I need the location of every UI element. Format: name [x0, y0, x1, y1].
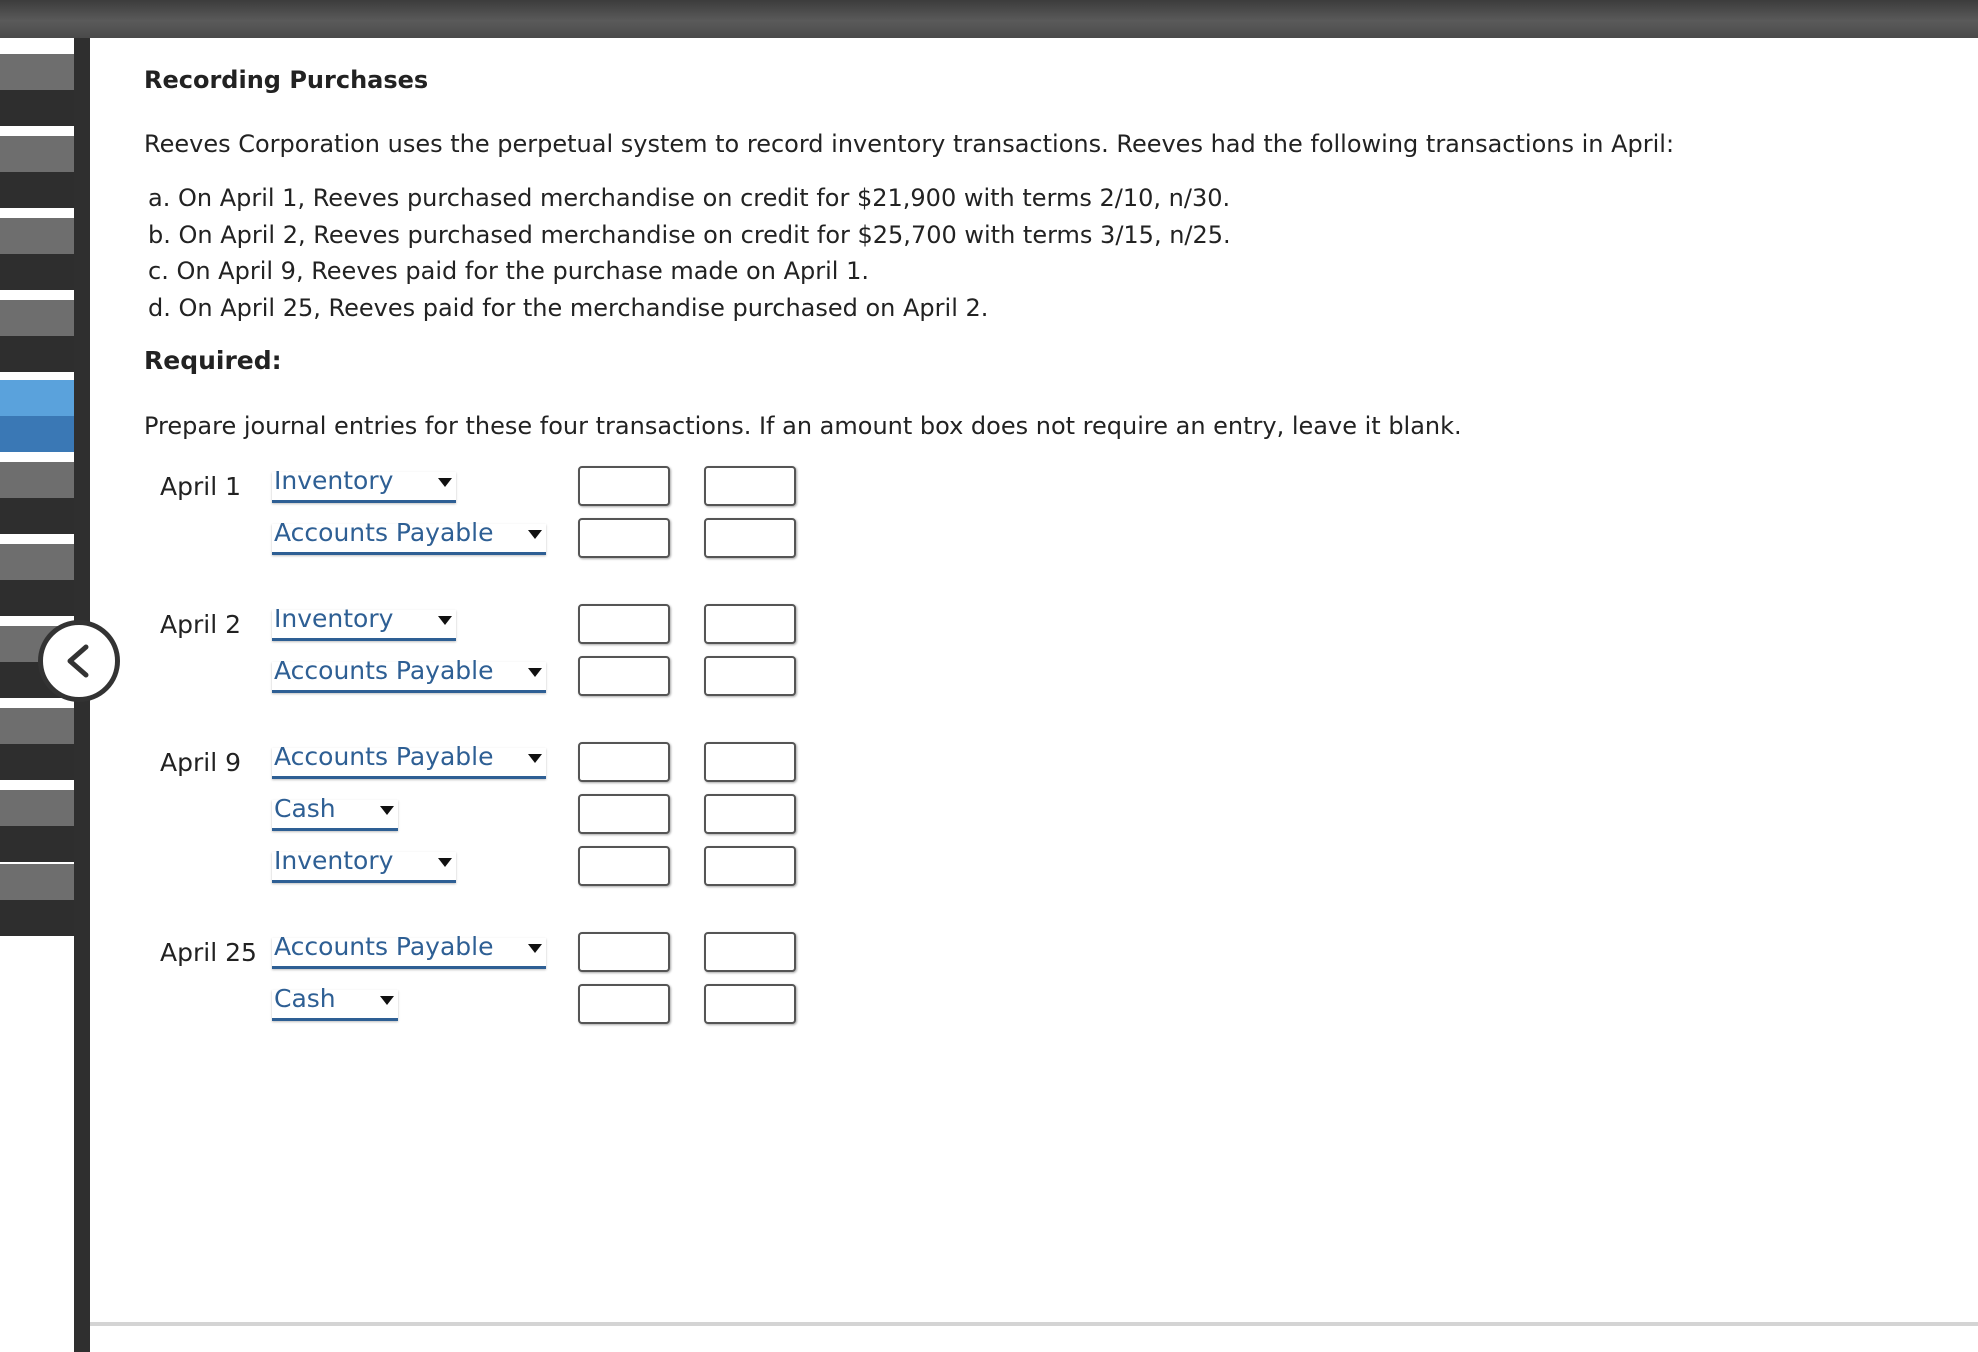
entry-date: April 2	[160, 610, 241, 639]
caret-down-icon	[380, 806, 394, 815]
back-button[interactable]	[38, 620, 120, 702]
account-select[interactable]	[272, 604, 456, 641]
account-select-value: Inventory	[274, 466, 394, 495]
chevron-left-icon	[59, 641, 99, 681]
account-select[interactable]	[272, 518, 546, 555]
account-select[interactable]	[272, 932, 546, 969]
credit-input[interactable]	[704, 518, 796, 558]
question-tab-4[interactable]	[0, 300, 74, 372]
page-title: Recording Purchases	[144, 66, 429, 94]
credit-input[interactable]	[704, 742, 796, 782]
instructions-text: Prepare journal entries for these four transactions. If an amount box does not require an entry, leave it blank.	[144, 412, 1462, 440]
caret-down-icon	[528, 530, 542, 539]
credit-input[interactable]	[704, 656, 796, 696]
required-heading: Required:	[144, 346, 282, 375]
transaction-list	[148, 180, 1231, 326]
transaction-item: b. On April 2, Reeves purchased merchandise on credit for $25,700 with terms 3/15, n/25.	[148, 220, 1231, 249]
entry-date: April 1	[160, 472, 241, 501]
account-select[interactable]	[272, 466, 456, 503]
debit-input[interactable]	[578, 932, 670, 972]
account-select-value: Accounts Payable	[274, 518, 494, 547]
transaction-item: d. On April 25, Reeves paid for the merchandise purchased on April 2.	[148, 293, 989, 322]
debit-input[interactable]	[578, 984, 670, 1024]
caret-down-icon	[528, 754, 542, 763]
credit-input[interactable]	[704, 604, 796, 644]
entry-date: April 25	[160, 938, 257, 967]
account-select[interactable]	[272, 794, 398, 831]
caret-down-icon	[438, 478, 452, 487]
question-tab-3[interactable]	[0, 218, 74, 290]
transaction-item: a. On April 1, Reeves purchased merchandise on credit for $21,900 with terms 2/10, n/30.	[148, 184, 1231, 212]
account-select[interactable]	[272, 846, 456, 883]
debit-input[interactable]	[578, 518, 670, 558]
debit-input[interactable]	[578, 466, 670, 506]
caret-down-icon	[438, 616, 452, 625]
question-tab-6[interactable]	[0, 462, 74, 534]
question-tab-10[interactable]	[0, 790, 74, 862]
credit-input[interactable]	[704, 846, 796, 886]
credit-input[interactable]	[704, 932, 796, 972]
credit-input[interactable]	[704, 984, 796, 1024]
credit-input[interactable]	[704, 466, 796, 506]
account-select[interactable]	[272, 742, 546, 779]
transaction-item: c. On April 9, Reeves paid for the purchase made on April 1.	[148, 257, 869, 285]
debit-input[interactable]	[578, 794, 670, 834]
caret-down-icon	[438, 858, 452, 867]
account-select[interactable]	[272, 984, 398, 1021]
debit-input[interactable]	[578, 656, 670, 696]
intro-text: Reeves Corporation uses the perpetual system to record inventory transactions. Reeves had the following transactions in April:	[144, 130, 1675, 158]
debit-input[interactable]	[578, 604, 670, 644]
credit-input[interactable]	[704, 794, 796, 834]
entry-date: April 9	[160, 748, 241, 777]
bottom-divider	[90, 1322, 1978, 1326]
account-select-value: Accounts Payable	[274, 932, 494, 961]
question-tab-7[interactable]	[0, 544, 74, 616]
account-select-value: Inventory	[274, 604, 394, 633]
caret-down-icon	[528, 668, 542, 677]
question-tab-1[interactable]	[0, 54, 74, 126]
question-tab-9[interactable]	[0, 708, 74, 780]
caret-down-icon	[380, 996, 394, 1005]
question-nav-rail	[0, 38, 74, 938]
account-select-value: Inventory	[274, 846, 394, 875]
top-bar	[0, 0, 1978, 38]
account-select-value: Accounts Payable	[274, 742, 494, 771]
account-select-value: Accounts Payable	[274, 656, 494, 685]
caret-down-icon	[528, 944, 542, 953]
question-tab-2[interactable]	[0, 136, 74, 208]
account-select-value: Cash	[274, 794, 336, 823]
debit-input[interactable]	[578, 846, 670, 886]
account-select[interactable]	[272, 656, 546, 693]
account-select-value: Cash	[274, 984, 336, 1013]
question-tab-5[interactable]	[0, 380, 74, 452]
question-tab-11[interactable]	[0, 864, 74, 936]
debit-input[interactable]	[578, 742, 670, 782]
